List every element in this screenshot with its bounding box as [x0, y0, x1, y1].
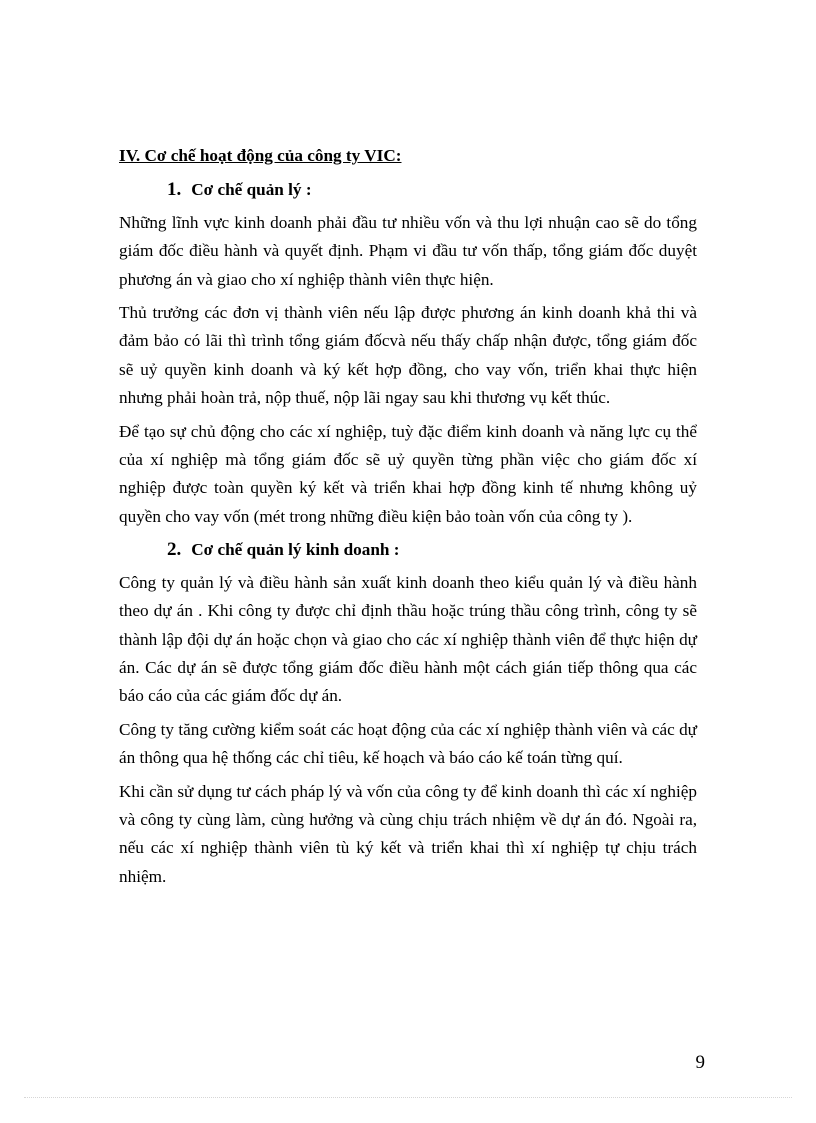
- section-heading: IV. Cơ chế hoạt động của công ty VIC:: [119, 146, 402, 165]
- page-content: [119, 142, 697, 896]
- subsection-title: Cơ chế quản lý :: [191, 180, 312, 200]
- paragraph: Những lĩnh vực kinh doanh phải đầu tư nhiều vốn và thu lợi nhuận cao sẽ do tổng giám đốc điều hành và quyết định. Phạm vi đầu tư vốn thấp, tổng giám đốc duyệt phương án và giao cho xí nghiệp thành viên thực hiện.: [119, 212, 697, 289]
- paragraph: Công ty quản lý và điều hành sản xuất kinh doanh theo kiểu quản lý và điều hành theo dự án . Khi công ty được chỉ định thầu hoặc trúng thầu công trình, công ty sẽ thành lập đội dự án hoặc chọn và giao cho các xí nghiệp thành viên để thực hiện dự án. Các dự án sẽ được tổng giám đốc điều hành một cách gián tiếp thông qua các báo cáo của các giám đốc dự án.: [119, 572, 697, 706]
- subsection-heading-1: [167, 176, 697, 204]
- footer-divider: [24, 1097, 792, 1098]
- subsection-title: Cơ chế quản lý kinh doanh :: [191, 540, 400, 560]
- subsection-heading-2: [167, 536, 697, 564]
- paragraph: Thủ trưởng các đơn vị thành viên nếu lập được phương án kinh doanh khả thi và đảm bảo có lãi thì trình tổng giám đốcvà nếu thấy chấp nhận được, tổng giám đốc sẽ uỷ quyền kinh doanh và ký kết hợp đồng, cho vay vốn, triển khai thực hiện nhưng phải hoàn trả, nộp thuế, nộp lãi ngay sau khi thương vụ kết thúc.: [119, 303, 697, 408]
- subsection-number: 1.: [167, 179, 182, 201]
- paragraph: Khi cần sử dụng tư cách pháp lý và vốn của công ty để kinh doanh thì các xí nghiệp và công ty cùng làm, cùng hưởng và cùng chịu trách nhiệm về dự án đó. Ngoài ra, nếu các xí nghiệp thành viên tù ký kết và triển khai thì xí nghiệp tự chịu trách nhiệm.: [119, 781, 697, 886]
- paragraph: Công ty tăng cường kiểm soát các hoạt động của các xí nghiệp thành viên và các dự án thông qua hệ thống các chỉ tiêu, kế hoạch và báo cáo kế toán từng quí.: [119, 719, 697, 768]
- page-number: 9: [695, 1052, 705, 1073]
- subsection-number: 2.: [167, 539, 182, 561]
- paragraph: Để tạo sự chủ động cho các xí nghiệp, tuỳ đặc điểm kinh doanh và năng lực cụ thể của xí nghiệp mà tổng giám đốc sẽ uỷ quyền từng phần việc cho giám đốc xí nghiệp được toàn quyền ký kết và triển khai hợp đồng kinh tế nhưng không uỷ quyền cho vay vốn (mét trong những điều kiện bảo toàn vốn của công ty ).: [119, 421, 697, 526]
